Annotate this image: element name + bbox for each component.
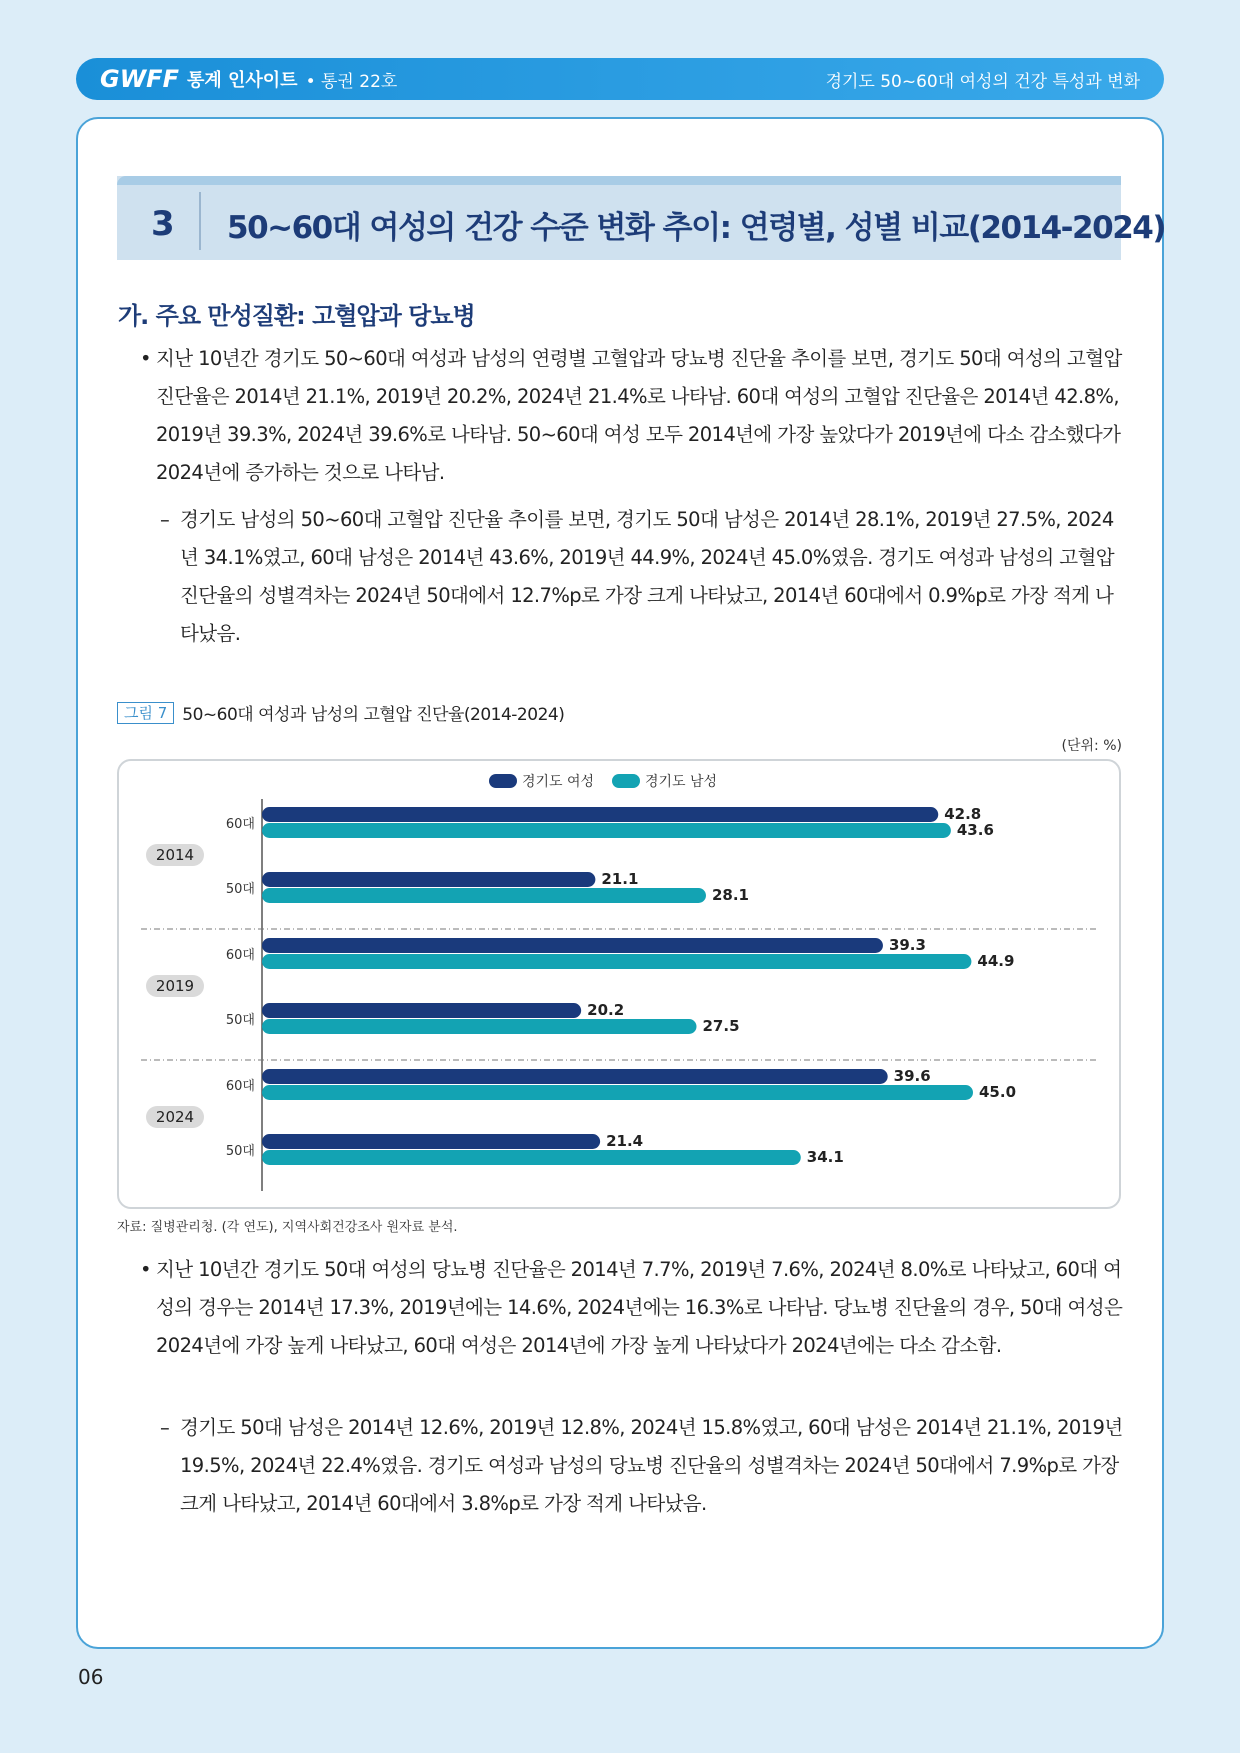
issue-number: • 통권 22호 [305, 71, 398, 92]
paragraph-1 [140, 340, 1125, 492]
bar-male [262, 1085, 973, 1100]
brand-logo: GWFF [100, 65, 179, 93]
value-label-female: 39.3 [888, 936, 926, 954]
dash-mark: – [160, 508, 170, 531]
paragraph-2-text: 지난 10년간 경기도 50대 여성의 당뇨병 진단율은 2014년 7.7%, 2019년 7.6%, 2024년 8.0%로 나타났고, 60대 여성의 경우는 2014년 17.3%, 2019년에는 14.6%, 2024년에는 16.3%로 나타남. 당뇨병 진단율의 경우, 50대 여성은 2024년에 가장 높게 나타났고, 60대 여성은 2014년에 가장 높게 나타났다가 2024년에는 다소 감소함. [156, 1258, 1123, 1357]
value-label-female: 21.1 [601, 870, 639, 888]
value-label-male: 45.0 [979, 1083, 1017, 1101]
bar-male [262, 1019, 697, 1034]
legend-label-female: 경기도 여성 [522, 774, 595, 790]
bar-female [262, 807, 938, 822]
section-banner [117, 176, 1166, 260]
age-label: 50대 [225, 1013, 255, 1028]
paragraph-2 [140, 1251, 1125, 1365]
report-title: 경기도 50~60대 여성의 건강 특성과 변화 [825, 71, 1140, 92]
figure-label: 그림 7 [117, 702, 174, 724]
legend-swatch-female [489, 774, 517, 788]
value-label-female: 21.4 [606, 1132, 644, 1150]
bar-male [262, 1150, 801, 1165]
age-label: 60대 [225, 1079, 255, 1094]
paragraph-2-sub-text: 경기도 50대 남성은 2014년 12.6%, 2019년 12.8%, 2024년 15.8%였고, 60대 남성은 2014년 21.1%, 2019년 19.5%, 2024년 22.4%였음. 경기도 여성과 남성의 당뇨병 진단율의 성별격차는 2024년 50대에서 7.9%p로 가장 크게 나타났고, 2014년 60대에서 3.8%p로 가장 적게 나타났음. [180, 1416, 1123, 1515]
value-label-male: 27.5 [702, 1017, 740, 1035]
bar-male [262, 823, 951, 838]
chart-box [117, 759, 1121, 1209]
paragraph-1-sub-text: 경기도 남성의 50~60대 고혈압 진단율 추이를 보면, 경기도 50대 남성은 2014년 28.1%, 2019년 27.5%, 2024년 34.1%였고, 60대 남성은 2014년 43.6%, 2019년 44.9%, 2024년 45.0%였음. 경기도 여성과 남성의 고혈압 진단율의 성별격차는 2024년 50대에서 12.7%p로 가장 크게 나타났고, 2014년 60대에서 0.9%p로 가장 적게 나타났음. [180, 508, 1114, 645]
value-label-male: 43.6 [956, 821, 994, 839]
paragraph-2-sub [160, 1409, 1125, 1523]
series-name: 통계 인사이트 [186, 70, 298, 91]
age-label: 60대 [225, 948, 255, 963]
bar-female [262, 1134, 600, 1149]
bar-female [262, 1003, 581, 1018]
unit-note: (단위: %) [1061, 738, 1122, 754]
bullet-mark: • [140, 347, 151, 370]
paragraph-1-sub [160, 501, 1125, 653]
value-label-male: 28.1 [711, 886, 749, 904]
page-number: 06 [78, 1665, 104, 1689]
figure-caption [117, 700, 564, 725]
value-label-female: 39.6 [893, 1067, 931, 1085]
bullet-mark: • [140, 1258, 151, 1281]
year-label: 2019 [155, 977, 195, 995]
section-divider [199, 192, 201, 250]
bar-female [262, 872, 595, 887]
bar-female [262, 1069, 888, 1084]
value-label-female: 20.2 [587, 1001, 625, 1019]
section-title: 50~60대 여성의 건강 수준 변화 추이: 연령별, 성별 비교(2014-2024) [227, 210, 1166, 246]
year-label: 2024 [155, 1108, 195, 1126]
bar-male [262, 954, 971, 969]
dash-mark: – [160, 1416, 170, 1439]
paragraph-1-text: 지난 10년간 경기도 50~60대 여성과 남성의 연령별 고혈압과 당뇨병 진단율 추이를 보면, 경기도 50대 여성의 고혈압 진단율은 2014년 21.1%, 2019년 20.2%, 2024년 21.4%로 나타남. 60대 여성의 고혈압 진단율은 2014년 42.8%, 2019년 39.3%, 2024년 39.6%로 나타남. 50~60대 여성 모두 2014년에 가장 높았다가 2019년에 다소 감소했다가 2024년에 증가하는 것으로 나타남. [156, 347, 1122, 484]
age-label: 50대 [225, 882, 255, 897]
figure-title: 50~60대 여성과 남성의 고혈압 진단율(2014-2024) [182, 705, 565, 725]
age-label: 50대 [225, 1144, 255, 1159]
legend-swatch-male [612, 774, 640, 788]
value-label-male: 44.9 [977, 952, 1015, 970]
brand [100, 65, 397, 93]
source-note: 자료: 질병관리청. (각 연도), 지역사회건강조사 원자료 분석. [117, 1220, 458, 1235]
age-label: 60대 [225, 817, 255, 832]
header-bar [76, 58, 1164, 100]
bar-male [262, 888, 706, 903]
year-label: 2014 [155, 846, 195, 864]
legend-label-male: 경기도 남성 [645, 774, 718, 790]
subheading: 가. 주요 만성질환: 고혈압과 당뇨병 [118, 302, 475, 330]
bar-female [262, 938, 883, 953]
value-label-male: 34.1 [806, 1148, 844, 1166]
value-label-female: 42.8 [944, 805, 982, 823]
section-number: 3 [151, 204, 175, 244]
bar-chart [119, 761, 1119, 1207]
